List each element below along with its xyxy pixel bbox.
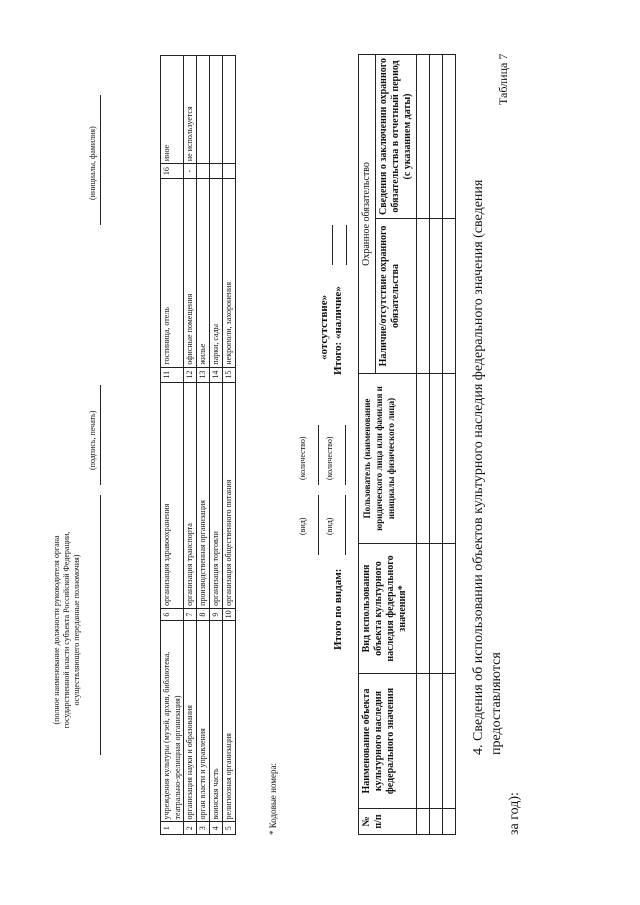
- code-number: 3: [197, 822, 210, 835]
- kind-caption-1: (вид): [325, 517, 334, 535]
- kind-caption-2: (вид): [298, 517, 307, 535]
- kind-line-1: [345, 495, 346, 555]
- table-row: [417, 54, 430, 834]
- code-label: офисные помещения: [184, 179, 197, 367]
- usage-table: [358, 54, 456, 835]
- code-number-empty: [223, 164, 236, 179]
- code-number: 13: [197, 367, 210, 382]
- totals-by-kind-label: Итого по видам:: [332, 568, 344, 650]
- name-caption: (инициалы, фамилия): [88, 126, 97, 200]
- code-label: организация науки и образования: [184, 621, 197, 822]
- codes-row: [210, 56, 223, 835]
- position-caption: (полное наименование должности руководителя органа государственной власти субъекта Российской Федерации, осуществляющего переданные полномочия): [52, 531, 81, 729]
- sign-line: [100, 385, 101, 485]
- position-line: [100, 495, 101, 755]
- code-number: 14: [210, 367, 223, 382]
- heading-line-1: 4. Сведения об использовании объектов культурного наследия федерального значения (сведения предоставляются: [471, 179, 504, 755]
- code-label: организация торговли: [210, 382, 223, 608]
- code-number-empty: [197, 164, 210, 179]
- code-number: 2: [184, 822, 197, 835]
- codes-table: [160, 55, 236, 835]
- code-number: -: [184, 164, 197, 179]
- col-conclusion-header: Сведения о заключении охранного обязательства в отчетный период (с указанием даты): [376, 54, 417, 218]
- table-row: [443, 54, 456, 834]
- codes-row: [197, 56, 210, 835]
- code-number: 12: [184, 367, 197, 382]
- code-number: 10: [223, 608, 236, 621]
- code-label: иное: [161, 56, 184, 164]
- col-presence-header: Наличие/отсутствие охранного обязательства: [376, 219, 417, 374]
- code-label: гостиница, отель: [161, 179, 184, 367]
- section-heading: [470, 75, 524, 835]
- codes-row: [223, 56, 236, 835]
- codes-row: [184, 56, 197, 835]
- col-user-header: Пользователь (наименование юридического лица или фамилия и инициалы физического лица): [359, 374, 417, 544]
- name-line: [100, 95, 101, 225]
- code-number-empty: [210, 164, 223, 179]
- code-label-empty: [223, 56, 236, 164]
- code-label: учреждения культуры (музей, архив, библиотека, театрально-зрелищная организация): [161, 621, 184, 822]
- absence-line: [332, 225, 333, 265]
- code-number: 16: [161, 164, 184, 179]
- count-caption-2: (количество): [298, 436, 307, 480]
- code-number: 5: [223, 822, 236, 835]
- code-number: 9: [210, 608, 223, 621]
- count-line-1: [345, 425, 346, 485]
- col-num-header: № п/п: [359, 809, 417, 835]
- count-line-2: [318, 425, 319, 485]
- col-kind-header: Вид использования объекта культурного наследия федерального значения*: [359, 544, 417, 674]
- code-number: 7: [184, 608, 197, 621]
- presence-line: [346, 225, 347, 265]
- code-label-empty: [197, 56, 210, 164]
- code-label: орган власти и управления: [197, 621, 210, 822]
- code-label: жилье: [197, 179, 210, 367]
- code-number: 15: [223, 367, 236, 382]
- code-number: 11: [161, 367, 184, 382]
- code-label: воинская часть: [210, 621, 223, 822]
- code-label: организация транспорта: [184, 382, 197, 608]
- code-number: 8: [197, 608, 210, 621]
- table-row: [430, 54, 443, 834]
- totals-absence-label: «отсутствие»: [318, 294, 330, 360]
- code-label: некрополи, захоронения: [223, 179, 236, 367]
- codes-row: [161, 56, 184, 835]
- obligation-group-header: Охранное обязательство: [359, 54, 376, 373]
- code-number: 4: [210, 822, 223, 835]
- code-label: производственная организация: [197, 382, 210, 608]
- code-label: организация здравоохранения: [161, 382, 184, 608]
- code-number: 1: [161, 822, 184, 835]
- code-number: 6: [161, 608, 184, 621]
- code-label: организация общественного питания: [223, 382, 236, 608]
- kind-line-2: [318, 495, 319, 555]
- count-caption-1: (количество): [325, 436, 334, 480]
- heading-line-2: за год):: [507, 792, 522, 835]
- code-label-empty: [210, 56, 223, 164]
- codes-title: * Кодовые номера:: [268, 763, 278, 835]
- code-label: парки, сады: [210, 179, 223, 367]
- col-name-header: Наименование объекта культурного наследия федерального значения: [359, 674, 417, 809]
- code-label: не используется: [184, 56, 197, 164]
- code-label: религиозная организация: [223, 621, 236, 822]
- table-label: Таблица 7: [496, 53, 510, 105]
- totals-presence-label: Итого: «наличие»: [332, 286, 344, 375]
- sign-caption: (подпись, печать): [88, 410, 97, 470]
